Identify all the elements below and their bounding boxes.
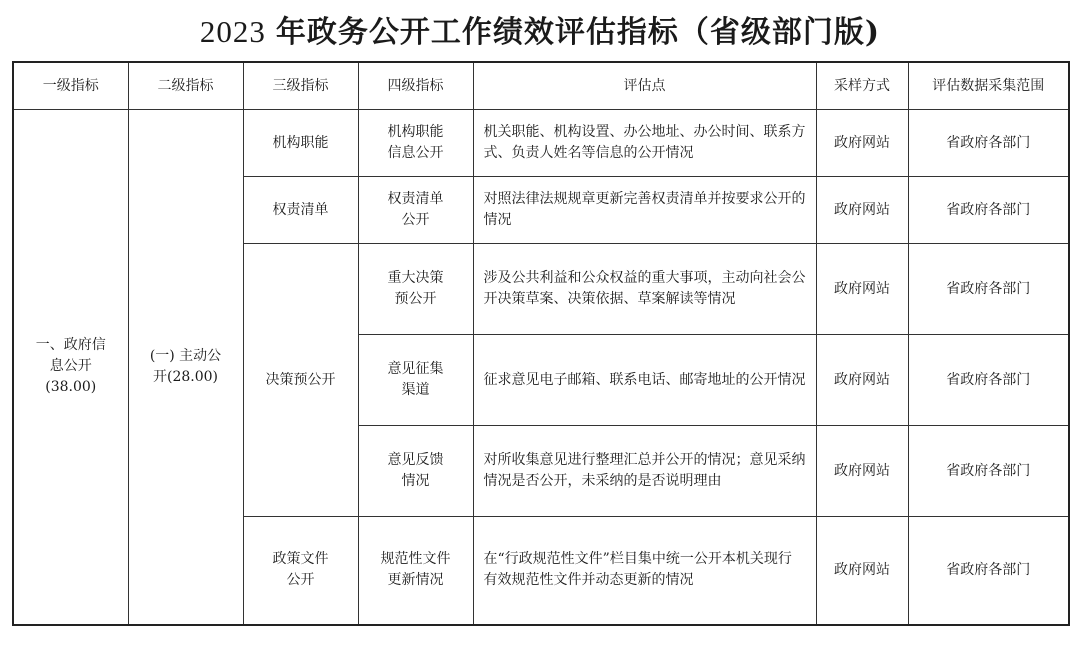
level4-cell: 权责清单 公开 [358, 177, 473, 244]
header-level2: 二级指标 [128, 62, 243, 110]
header-level3: 三级指标 [243, 62, 358, 110]
header-scope: 评估数据采集范围 [908, 62, 1069, 110]
level4-cell: 规范性文件 更新情况 [358, 517, 473, 625]
header-point: 评估点 [473, 62, 816, 110]
point-cell: 对照法律法规规章更新完善权责清单并按要求公开的情况 [473, 177, 816, 244]
point-cell: 对所收集意见进行整理汇总并公开的情况；意见采纳情况是否公开，未采纳的是否说明理由 [473, 426, 816, 517]
level2-cell: (一) 主动公 开(28.00) [128, 110, 243, 625]
sampling-cell: 政府网站 [816, 244, 908, 335]
level3-cell: 决策预公开 [243, 244, 358, 517]
scope-cell: 省政府各部门 [908, 177, 1069, 244]
scope-cell: 省政府各部门 [908, 426, 1069, 517]
sampling-cell: 政府网站 [816, 177, 908, 244]
sampling-cell: 政府网站 [816, 517, 908, 625]
indicator-table [12, 61, 1070, 626]
level4-cell: 意见反馈 情况 [358, 426, 473, 517]
header-sampling: 采样方式 [816, 62, 908, 110]
level1-cell: 一、政府信 息公开 (38.00) [13, 110, 128, 625]
point-cell: 征求意见电子邮箱、联系电话、邮寄地址的公开情况 [473, 335, 816, 426]
table-row [13, 110, 1069, 177]
scope-cell: 省政府各部门 [908, 244, 1069, 335]
level3-cell: 机构职能 [243, 110, 358, 177]
point-cell: 机关职能、机构设置、办公地址、办公时间、联系方式、负责人姓名等信息的公开情况 [473, 110, 816, 177]
level4-cell: 重大决策 预公开 [358, 244, 473, 335]
point-cell: 在“行政规范性文件”栏目集中统一公开本机关现行有效规范性文件并动态更新的情况 [473, 517, 816, 625]
scope-cell: 省政府各部门 [908, 517, 1069, 625]
sampling-cell: 政府网站 [816, 426, 908, 517]
sampling-cell: 政府网站 [816, 110, 908, 177]
point-cell: 涉及公共利益和公众权益的重大事项，主动向社会公开决策草案、决策依据、草案解读等情况 [473, 244, 816, 335]
level3-cell: 政策文件 公开 [243, 517, 358, 625]
scope-cell: 省政府各部门 [908, 335, 1069, 426]
header-row [13, 62, 1069, 110]
document-title [0, 8, 1080, 56]
level3-cell: 权责清单 [243, 177, 358, 244]
header-level4: 四级指标 [358, 62, 473, 110]
title-text: 年政务公开工作绩效评估指标（省级部门版) [275, 15, 881, 50]
header-level1: 一级指标 [13, 62, 128, 110]
title-year: 2023 [199, 14, 266, 49]
level4-cell: 机构职能 信息公开 [358, 110, 473, 177]
scope-cell: 省政府各部门 [908, 110, 1069, 177]
sampling-cell: 政府网站 [816, 335, 908, 426]
level4-cell: 意见征集 渠道 [358, 335, 473, 426]
